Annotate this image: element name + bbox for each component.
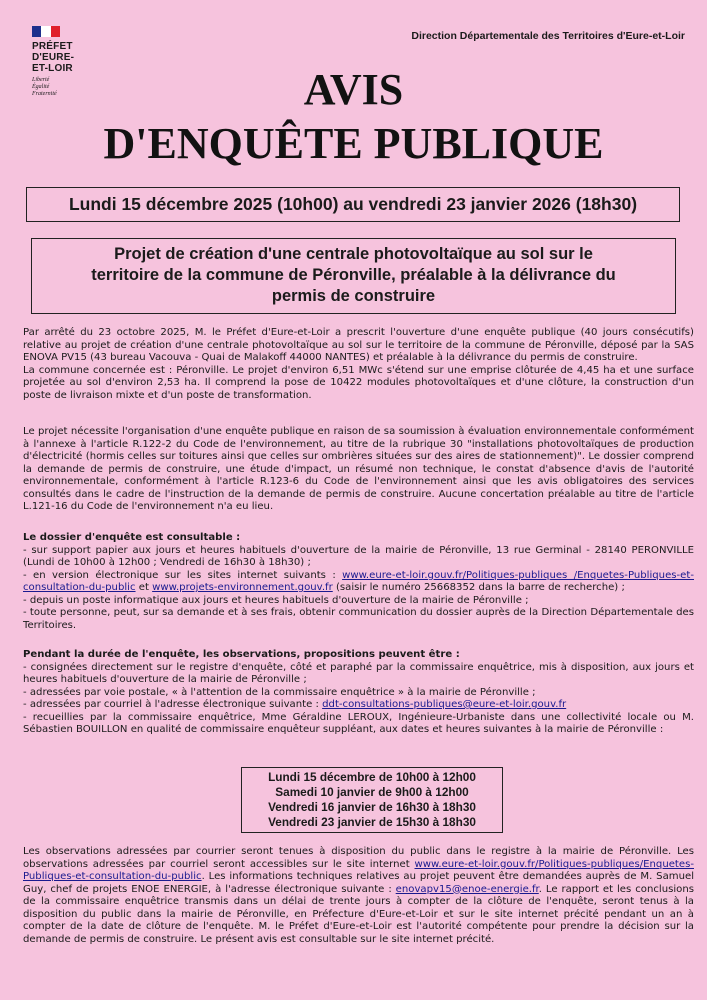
dossier-item-text: - en version électronique sur les sites internet suivants :: [23, 569, 343, 581]
closing-text: . Les informations techniques relatives au projet peuvent être demandées auprès de M. Samuel Guy, chef de projets ENOE ENERGIE, à l'adresse électronique suivante :: [23, 871, 694, 895]
dates-banner: Lundi 15 décembre 2025 (10h00) au vendredi 23 janvier 2026 (18h30): [26, 187, 680, 222]
schedule-entry: Lundi 15 décembre de 10h00 à 12h00: [268, 770, 476, 784]
dossier-item-text: (saisir le numéro 25668352 dans la barre de recherche) ;: [332, 582, 625, 593]
dossier-item: [23, 570, 694, 595]
observations-item: - recueillies par la commissaire enquêtrice, Mme Géraldine LEROUX, Ingénieure-Urbaniste dans une collectivité locale ou M. Sébastien BOUILLON en qualité de commissaire enquêteur suppléant, aux dates et heures suivantes à la mairie de Péronville :: [23, 711, 694, 735]
project-title-box: [31, 238, 676, 314]
observations-section: [23, 649, 694, 737]
paragraph-arrete: [23, 327, 694, 402]
observations-item: - consignées directement sur le registre d'enquête, côté et paraphé par la commissaire enquêtrice, mis à disposition, aux jours et heures habituels d'ouverture de la mairie de Péronville ;: [23, 661, 694, 685]
french-flag-icon: [32, 26, 60, 37]
dossier-heading: Le dossier d'enquête est consultable :: [23, 532, 241, 543]
eure-et-loir-consultation-link[interactable]: www.eure-et-loir.gouv.fr/Politiques-publiques/Enquetes-Publiques-et-consultation-du-public: [23, 858, 694, 882]
closing-paragraph: [23, 846, 694, 946]
eure-et-loir-link[interactable]: www.eure-et-loir.gouv.fr/Politiques-publiques /Enquetes-Publiques-et-consultation-du-public: [23, 569, 694, 593]
dossier-item: - toute personne, peut, sur sa demande et à ses frais, obtenir communication du dossier auprès de la Direction Départementale des Territoires.: [23, 607, 694, 631]
title-avis: AVIS: [303, 65, 404, 114]
dossier-item: - depuis un poste informatique aux jours et heures habituels d'ouverture de la mairie de Péronville ;: [23, 594, 529, 606]
closing-text: . Le rapport et les conclusions de la commissaire enquêtrice transmis dans un délai de trente jours à compter de la clôture de l'enquête, seront tenus à la disposition du public dans la mairie de Péronville, en Préfecture d'Eure-et-Loir et sur le site internet précité pendant un an à compter de la date de clôture de l'enquête. M. le Préfet d'Eure-et-Loir est l'autorité compétente pour prendre la décision sur la demande de permis de construire. Le présent avis est consultable sur le site internet précité.: [23, 883, 694, 945]
dossier-item: - sur support papier aux jours et heures habituels d'ouverture de la mairie de Péronville, 13 rue Germinal - 28140 PERONVILLE (Lundi de 10h00 à 12h00 ; Vendredi de 16h30 à 18h30) ;: [23, 544, 694, 568]
paragraph-commune-text: La commune concernée est : Péronville. Le projet d'environ 6,51 MWc s'étend sur une emprise clôturée de 4,45 ha et une surface projetée au sol d'environ 2,53 ha. Il comprend la pose de 10422 modules photovoltaïques et d'une clôture, la construction d'un poste de livraison mixte et d'un poste de transformation.: [23, 364, 694, 401]
direction-header: Direction Départementale des Territoires d'Eure-et-Loir: [411, 30, 685, 42]
observations-item: - adressées par voie postale, « à l'attention de la commissaire enquêtrice » à la mairie de Péronville ;: [23, 686, 536, 698]
motto-egalite: Égalité: [32, 84, 50, 90]
ddt-email-link[interactable]: ddt-consultations-publiques@eure-et-loir.gouv.fr: [322, 699, 567, 710]
project-title-line2: territoire de la commune de Péronville, préalable à la délivrance du: [91, 266, 616, 284]
paragraph-arrete-text: Par arrêté du 23 octobre 2025, M. le Préfet d'Eure-et-Loir a prescrit l'ouverture d'une enquête publique (40 jours consécutifs) relative au projet de création d'une centrale photovoltaïque au sol sur le territoire de la commune de Péronville, déposé par la SAS ENOVA PV15 (43 bureau Vacouva - Quai de Malakoff 44000 NANTES) et préalable à la délivrance du permis de construire.: [23, 327, 694, 363]
observations-item-text: - adressées par courriel à l'adresse électronique suivante :: [23, 699, 323, 710]
closing-text: Les observations adressées par courrier seront tenues à disposition du public dans le registre à la mairie de Péronville. Les observations adressées par courriel seront accessibles sur le site internet: [23, 846, 694, 870]
motto-liberte: Liberté: [32, 77, 50, 83]
schedule-entry: Vendredi 23 janvier de 15h30 à 18h30: [268, 815, 476, 829]
observations-heading: Pendant la durée de l'enquête, les observations, propositions peuvent être :: [23, 649, 460, 660]
enoe-email-link[interactable]: enovapv15@enoe-energie.fr: [395, 883, 539, 895]
paragraph-projet: [23, 426, 694, 514]
paragraph-projet-text: Le projet nécessite l'organisation d'une enquête publique en raison de sa soumission à évaluation environnementale conformément à l'annexe à l'article R.122-2 du Code de l'environnement, au titre de la rubrique 30 "installations photovoltaïques de production d'électricité (hormis celles sur toitures ainsi que celles sur ombrières situées sur des aires de stationnement)". Le dossier comprend la demande de permis de construire, une étude d'impact, un résumé non technique, le constat d'absence d'avis de l'autorité environnementale, conformément à l'article R.123-6 du Code de l'environnement ainsi que les avis obligatoires des services consultés dans le cadre de l'instruction de la demande de permis de construire. Aucune concertation préalable au titre de l'article L.121-16 du Code de l'environnement n'a eu lieu.: [23, 426, 694, 512]
prefet-line2: D'EURE-: [32, 52, 75, 63]
dossier-item-text: et: [135, 582, 153, 593]
dossier-section: [23, 532, 694, 632]
prefet-line1: PRÉFET: [32, 41, 73, 52]
observations-item: [23, 699, 694, 712]
schedule-entry: Vendredi 16 janvier de 16h30 à 18h30: [268, 800, 476, 814]
prefet-line3: ET-LOIR: [32, 63, 73, 74]
motto-fraternite: Fraternité: [32, 91, 57, 97]
schedule-entry: Samedi 10 janvier de 9h00 à 12h00: [275, 785, 469, 799]
project-title-line1: Projet de création d'une centrale photovoltaïque au sol sur le: [114, 245, 593, 263]
projets-environnement-link[interactable]: www.projets-environnement.gouv.fr: [152, 582, 333, 593]
title-enquete-publique: D'ENQUÊTE PUBLIQUE: [103, 119, 604, 168]
permanence-schedule: [241, 767, 503, 833]
project-title-line3: permis de construire: [271, 287, 436, 305]
